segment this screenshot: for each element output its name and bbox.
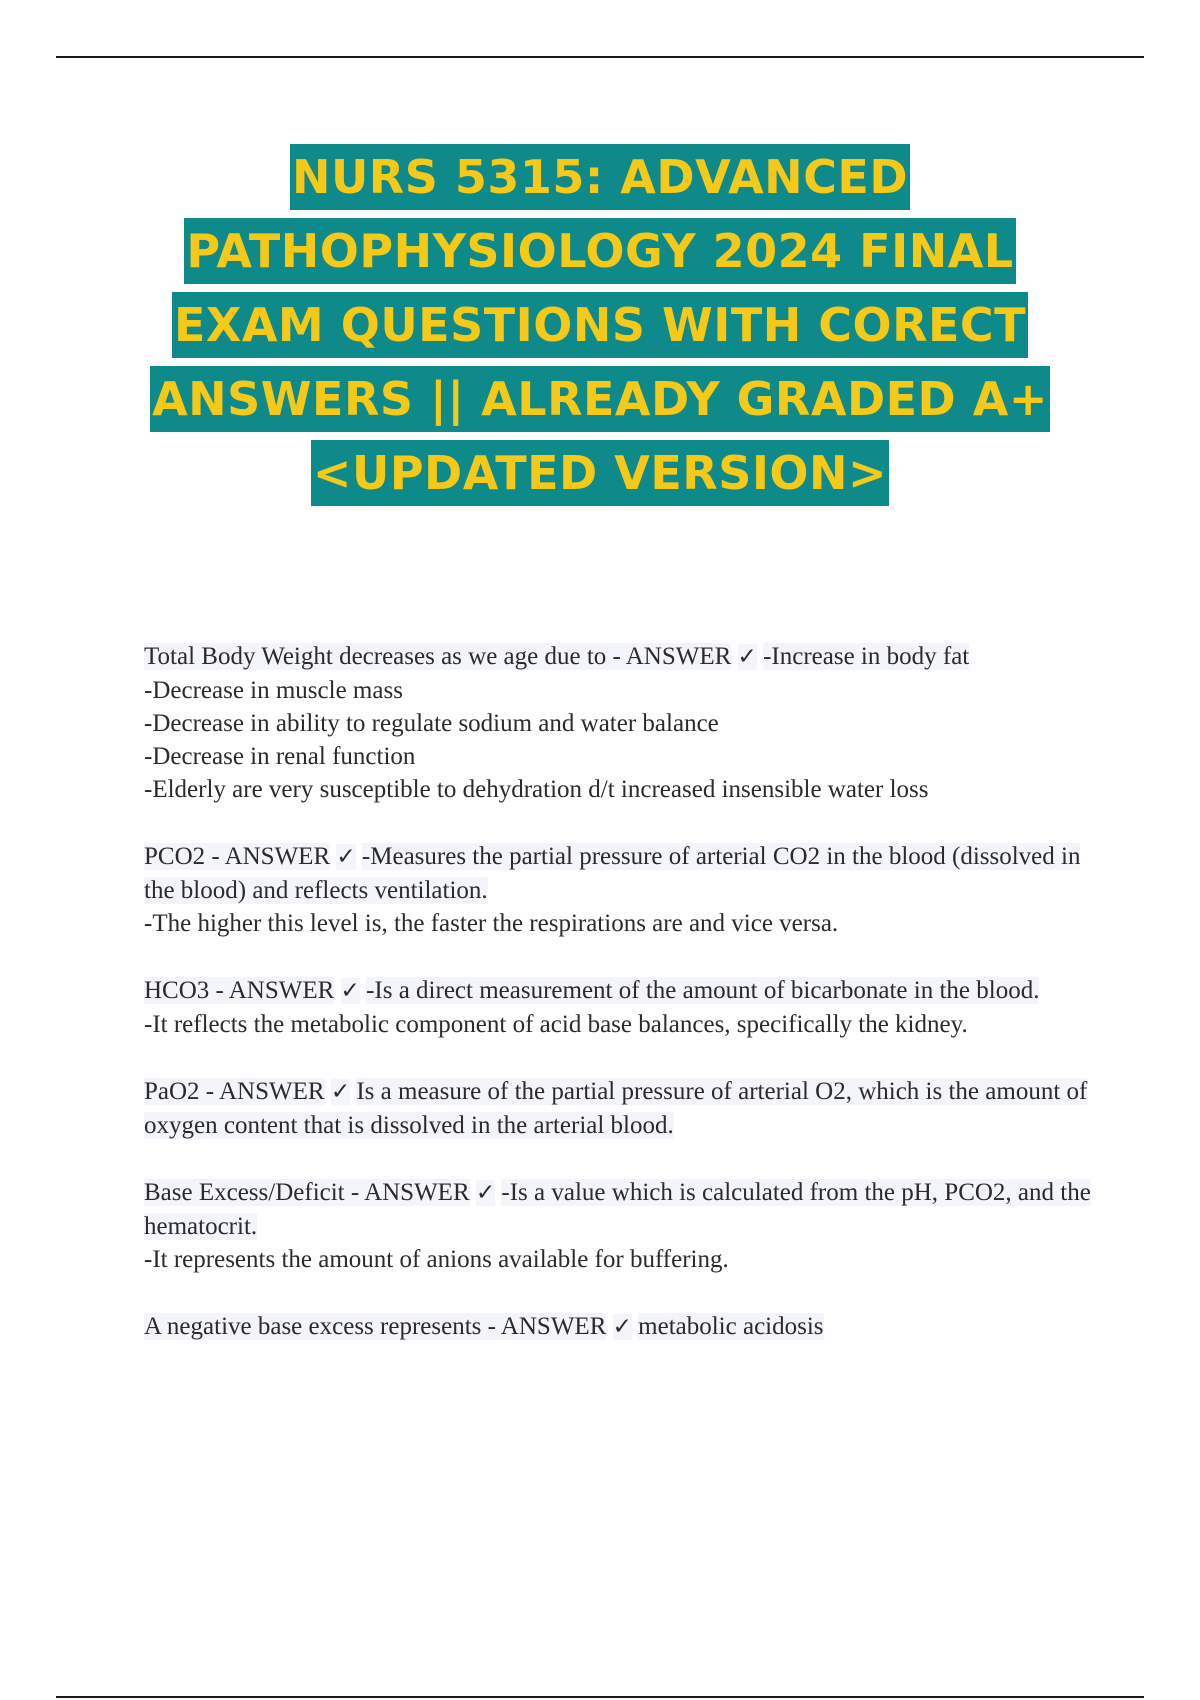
qa-answer-line: -Increase in body fat <box>763 643 970 670</box>
check-icon: ✓ <box>612 1314 632 1340</box>
title-line-3 <box>0 292 1200 366</box>
qa-item-5 <box>144 1176 1094 1276</box>
title-line-5-text: <UPDATED VERSION> <box>311 440 889 506</box>
top-rule <box>56 56 1144 58</box>
qa-answer-line: -It reflects the metabolic component of acid base balances, specifically the kidney. <box>144 1011 968 1038</box>
document-title <box>0 144 1200 514</box>
qa-question: A negative base excess represents - ANSWER <box>144 1313 607 1340</box>
qa-question: HCO3 - ANSWER <box>144 977 335 1004</box>
check-icon: ✓ <box>336 844 356 870</box>
title-line-4 <box>0 366 1200 440</box>
title-line-2-text: PATHOPHYSIOLOGY 2024 FINAL <box>184 218 1015 284</box>
qa-item-2 <box>144 840 1094 940</box>
qa-answer-line: -Elderly are very susceptible to dehydration d/t increased insensible water loss <box>144 776 929 803</box>
qa-answer-line: -Decrease in muscle mass <box>144 677 403 704</box>
qa-answer-line: -Decrease in renal function <box>144 743 416 770</box>
qa-item-6 <box>144 1310 1094 1344</box>
qa-answer-line: -Measures the partial pressure of arterial CO2 in the blood (dissolved in the blood) and reflects ventilation. <box>144 843 1081 904</box>
qa-item-1 <box>144 640 1094 806</box>
bottom-rule <box>56 1696 1144 1698</box>
check-icon: ✓ <box>340 978 360 1004</box>
qa-item-4 <box>144 1075 1094 1142</box>
qa-answer-line: -The higher this level is, the faster the respirations are and vice versa. <box>144 910 839 937</box>
title-line-4-text: ANSWERS || ALREADY GRADED A+ <box>150 366 1050 432</box>
qa-answer-line: metabolic acidosis <box>638 1313 824 1340</box>
qa-list <box>144 640 1094 1378</box>
title-line-5 <box>0 440 1200 514</box>
check-icon: ✓ <box>330 1079 351 1105</box>
qa-answer-line: Is a measure of the partial pressure of arterial O2, which is the amount of oxygen content that is dissolved in the arterial blood. <box>144 1078 1088 1139</box>
title-line-1-text: NURS 5315: ADVANCED <box>290 144 910 210</box>
qa-answer-line: -Decrease in ability to regulate sodium and water balance <box>144 710 719 737</box>
qa-question: PaO2 - ANSWER <box>144 1078 325 1105</box>
qa-question: Base Excess/Deficit - ANSWER <box>144 1179 470 1206</box>
qa-question: Total Body Weight decreases as we age due to - ANSWER <box>144 643 732 670</box>
qa-item-3 <box>144 974 1094 1041</box>
qa-answer-line: -It represents the amount of anions available for buffering. <box>144 1246 729 1273</box>
check-icon: ✓ <box>475 1180 496 1206</box>
title-line-1 <box>0 144 1200 218</box>
title-line-2 <box>0 218 1200 292</box>
qa-answer-line: -Is a value which is calculated from the pH, PCO2, and the hematocrit. <box>144 1179 1091 1240</box>
qa-answer-line: -Is a direct measurement of the amount of bicarbonate in the blood. <box>366 977 1040 1004</box>
title-line-3-text: EXAM QUESTIONS WITH CORECT <box>172 292 1028 358</box>
qa-question: PCO2 - ANSWER <box>144 843 331 870</box>
check-icon: ✓ <box>737 644 757 670</box>
